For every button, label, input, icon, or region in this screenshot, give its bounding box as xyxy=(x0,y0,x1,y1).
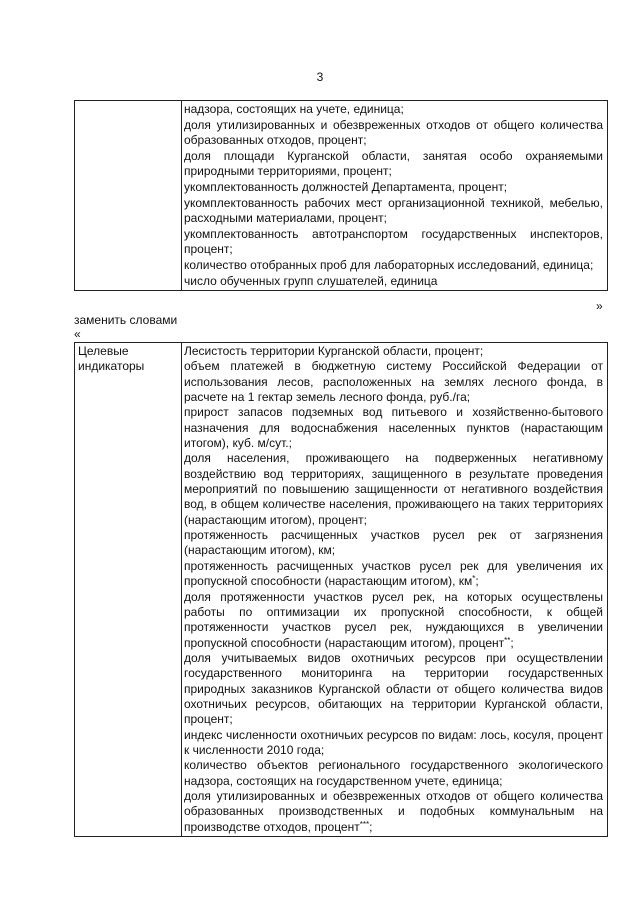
indicator-item: объем платежей в бюджетную систему Российской Федерации от использования лесов, расположенных на землях лесного фонда, в расчете на 1 гектар земель лесного фонда, руб./га; xyxy=(184,359,603,405)
row-label xyxy=(75,101,181,103)
indicator-item: Лесистость территории Курганской области, процент; xyxy=(184,344,484,358)
indicator-item: доля площади Курганской области, занятая особо охраняемыми природными территориями, процент; xyxy=(184,148,603,179)
indicator-item: число обученных групп слушателей, единица xyxy=(184,273,438,288)
indicator-item: прирост запасов подземных вод питьевого и хозяйственно-бытового назначения для водоснабжения населенных пунктов (нарастающим итогом), куб. м/сут.; xyxy=(184,405,603,451)
indicator-item xyxy=(184,590,603,651)
indicator-item: индекс численности охотничьих ресурсов по видам: лось, косуля, процент к численности 2010 года; xyxy=(184,727,603,757)
closing-quote: » xyxy=(596,299,603,313)
table-row xyxy=(75,101,608,291)
page-number: 3 xyxy=(316,70,324,84)
indicator-item: укомплектованность должностей Департамента, процент; xyxy=(184,179,508,194)
indicator-item: укомплектованность автотранспортом государственных инспекторов, процент; xyxy=(184,226,603,257)
table-row xyxy=(75,343,608,837)
indicator-item: количество объектов регионального государственного экологического надзора, состоящих на государственном учете, единица; xyxy=(184,758,603,788)
indicator-item: доля учитываемых видов охотничьих ресурсов при осуществлении государственного мониторинга на территории государственных природных заказников Курганской области от общего количества видов охотничьих ресурсов, обитающих на территории Курганской области, процент; xyxy=(184,650,603,727)
indicator-item: надзора, состоящих на учете, единица; xyxy=(184,102,404,116)
table-text-cell xyxy=(182,101,608,291)
table-label-cell xyxy=(75,343,182,837)
punctuation: ; xyxy=(475,574,479,589)
indicator-item: протяженность расчищенных участков русел рек от загрязнения (нарастающим итогом), км; xyxy=(184,528,603,558)
punctuation: ; xyxy=(510,635,514,650)
punctuation: ; xyxy=(369,819,373,834)
indicators-table-new xyxy=(74,342,608,837)
indicator-item: количество отобранных проб для лабораторных исследований, единица; xyxy=(184,257,594,272)
opening-quote: « xyxy=(74,327,81,341)
row-label: Целевые индикаторы xyxy=(78,344,145,374)
indicator-text: протяженность расчищенных участков русел рек для увеличения их пропускной способности (нарастающим итогом), км xyxy=(184,558,603,589)
indicator-item xyxy=(184,559,603,590)
table-text-cell xyxy=(182,343,608,837)
indicator-text: доля утилизированных и обезвреженных отходов от общего количества образованных производственных и подобных коммунальным на производстве отходов, процент xyxy=(184,788,603,834)
indicator-item: доля утилизированных и обезвреженных отходов от общего количества образованных отходов, процент; xyxy=(184,117,603,148)
table-label-cell xyxy=(75,101,182,291)
indicator-item: укомплектованность рабочих мест организационной техникой, мебелью, расходными материалами, процент; xyxy=(184,195,603,226)
footnote-mark: ** xyxy=(504,635,511,645)
indicator-text: доля протяженности участков русел рек, на которых осуществлены работы по оптимизации их пропускной способности, к общей протяженности участков русел рек, нуждающихся в увеличении пропускной способности (нарастающим итогом), процент xyxy=(184,589,603,650)
indicator-item xyxy=(184,789,603,835)
replace-instruction: заменить словами xyxy=(74,313,178,327)
indicators-table-old xyxy=(74,100,608,291)
footnote-mark: * xyxy=(472,574,476,584)
indicator-item: доля населения, проживающего на подверженных негативному воздействию вод территориях, защищенного в результате проведения мероприятий по повышению защищенности от негативного воздействия вод, в общем количестве населения, проживающего на таких территориях (нарастающим итогом), процент; xyxy=(184,451,603,527)
footnote-mark: *** xyxy=(359,819,370,829)
